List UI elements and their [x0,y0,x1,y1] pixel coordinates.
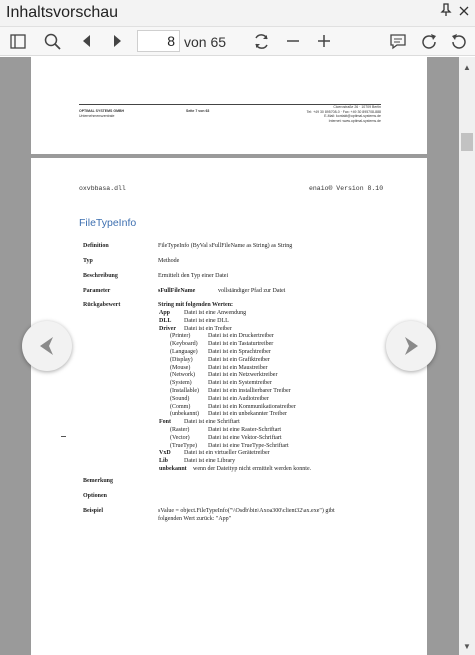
return-key: (Keyboard) [170,341,198,348]
footer-subtitle: Unternehmenszentrale [79,114,115,118]
scroll-up-icon[interactable]: ▲ [463,63,471,72]
parameter-desc: vollständiger Pfad zur Datei [218,288,286,294]
chevron-left-icon [36,335,58,357]
search-icon[interactable] [39,29,65,53]
return-key: Font [159,419,171,426]
return-key: (unbekannt) [170,411,199,418]
rotate-clockwise-icon[interactable] [416,29,442,53]
return-desc: Datei ist ein Sprachtreiber [208,349,271,355]
return-desc: Datei ist ein Kommunikationstreiber [208,403,296,410]
return-key: (Sound) [170,395,190,402]
page-number-input[interactable] [137,30,180,52]
return-key: (System) [170,380,192,387]
return-key: Driver [159,325,176,332]
row-key: Parameter [83,288,111,294]
viewer-toolbar [0,27,475,56]
return-desc: Datei ist ein virtueller Gerätetreiber [184,450,270,457]
return-desc: Datei ist eine DLL [184,317,229,324]
page-count-label: von 65 [184,34,227,50]
return-key: VxD [159,450,171,457]
next-page-icon[interactable] [105,29,131,53]
footer-address-line: Cicerostraße 26 · 10709 Berlin [333,105,381,109]
return-desc: Datei ist ein Audiotreiber [208,395,269,402]
chevron-right-icon [400,335,422,357]
zoom-out-icon[interactable] [280,29,306,53]
zoom-in-icon[interactable] [311,29,337,53]
return-desc: Datei ist ein Netzwerktreiber [208,372,278,379]
parameter-name: sFullFileName [158,288,196,294]
section-heading: FileTypeInfo [79,217,137,229]
return-desc: Datei ist ein Maustreiber [208,364,268,371]
footer-address-line: E-Mail: kontakt@optimal-systems.de [324,114,381,118]
return-key: Lib [159,458,169,465]
footer-address [301,105,381,123]
comment-icon[interactable] [385,29,411,53]
return-key: (Display) [170,356,193,363]
row-key: Beschreibung [83,273,118,279]
return-key: (Network) [170,372,195,379]
row-value: sValue = object.FileTypeInfo("\\Osdb\bin\Axoa300\client32\ax.exe") gibt [158,508,335,514]
pin-icon[interactable] [437,3,455,23]
refresh-icon[interactable] [248,29,274,53]
window-title: Inhaltsvorschau [6,4,119,21]
return-key: unbekannt [159,466,187,472]
return-key: (Language) [170,349,198,355]
footer-company: OPTIMAL SYSTEMS GMBH [79,109,125,113]
vertical-scrollbar[interactable] [459,57,475,655]
return-desc: wenn der Dateityp nicht ermittelt werden konnte. [193,466,312,472]
page-header-right: enaio® Version 8.10 [309,185,384,192]
margin-mark [61,436,66,437]
return-desc: Datei ist eine Schriftart [184,419,240,426]
return-desc: Datei ist ein Systemtreiber [208,380,272,387]
row-value: Ermittelt den Typ einer Datei [158,273,229,279]
return-desc: Datei ist ein Druckertreiber [208,333,274,340]
return-key: (Mouse) [170,364,191,371]
close-icon[interactable] [455,3,473,23]
row-value: String mit folgenden Werten: [158,302,234,308]
return-key: (Printer) [170,333,191,340]
sidebar-toggle-icon[interactable] [5,29,31,53]
return-desc: Datei ist eine Raster-Schriftart [208,427,282,433]
previous-page-icon[interactable] [73,29,99,53]
return-key: (Vector) [170,434,190,441]
window-titlebar [0,0,475,27]
row-key: Optionen [83,493,108,499]
row-key: Beispiel [83,508,104,514]
return-key: (Installable) [170,388,199,394]
row-key: Definition [83,243,109,249]
return-key: App [159,310,171,316]
document-page-previous [31,57,427,154]
row-key: Bemerkung [83,478,113,484]
return-desc: Datei ist ein Grafiktreiber [208,356,270,363]
return-key: DLL [159,317,172,324]
rotate-counterclockwise-icon[interactable] [445,29,471,53]
scrollbar-thumb[interactable] [461,133,473,151]
page-header-left: oxvbbasa.dll [79,185,126,192]
footer-address-line: Tel: +49 30 895708-0 · Fax: +49 30 895708-888 [306,109,381,114]
return-desc: Datei ist eine TrueType-Schriftart [208,442,289,449]
row-value: folgenden Wert zurück: "App" [158,516,232,522]
previous-page-button[interactable] [22,321,72,371]
footer-address-line: Internet: www.optimal-systems.de [328,118,381,123]
return-desc: Datei ist eine Vektor-Schriftart [208,434,282,441]
return-key: (Raster) [170,427,190,433]
return-desc: Datei ist ein unbekannter Treiber [208,411,287,418]
return-desc: Datei ist ein Treiber [184,325,232,332]
return-desc: Datei ist ein installierbarer Treiber [208,388,291,394]
return-key: (Comm) [170,403,191,410]
scroll-down-icon[interactable]: ▼ [463,642,471,651]
next-page-button[interactable] [386,321,436,371]
return-desc: Datei ist eine Library [184,458,236,465]
return-desc: Datei ist ein Tastaturtreiber [208,341,274,348]
footer-page-label: Seite 7 von 63 [186,109,210,113]
row-value: Methode [158,258,180,264]
row-value: FileTypeInfo (ByVal sFullFileName as String) as String [158,243,293,249]
return-key: (TrueType) [170,442,198,449]
row-key: Typ [83,258,93,264]
row-key: Rückgabewert [83,302,121,308]
return-desc: Datei ist eine Anwendung [184,310,247,316]
